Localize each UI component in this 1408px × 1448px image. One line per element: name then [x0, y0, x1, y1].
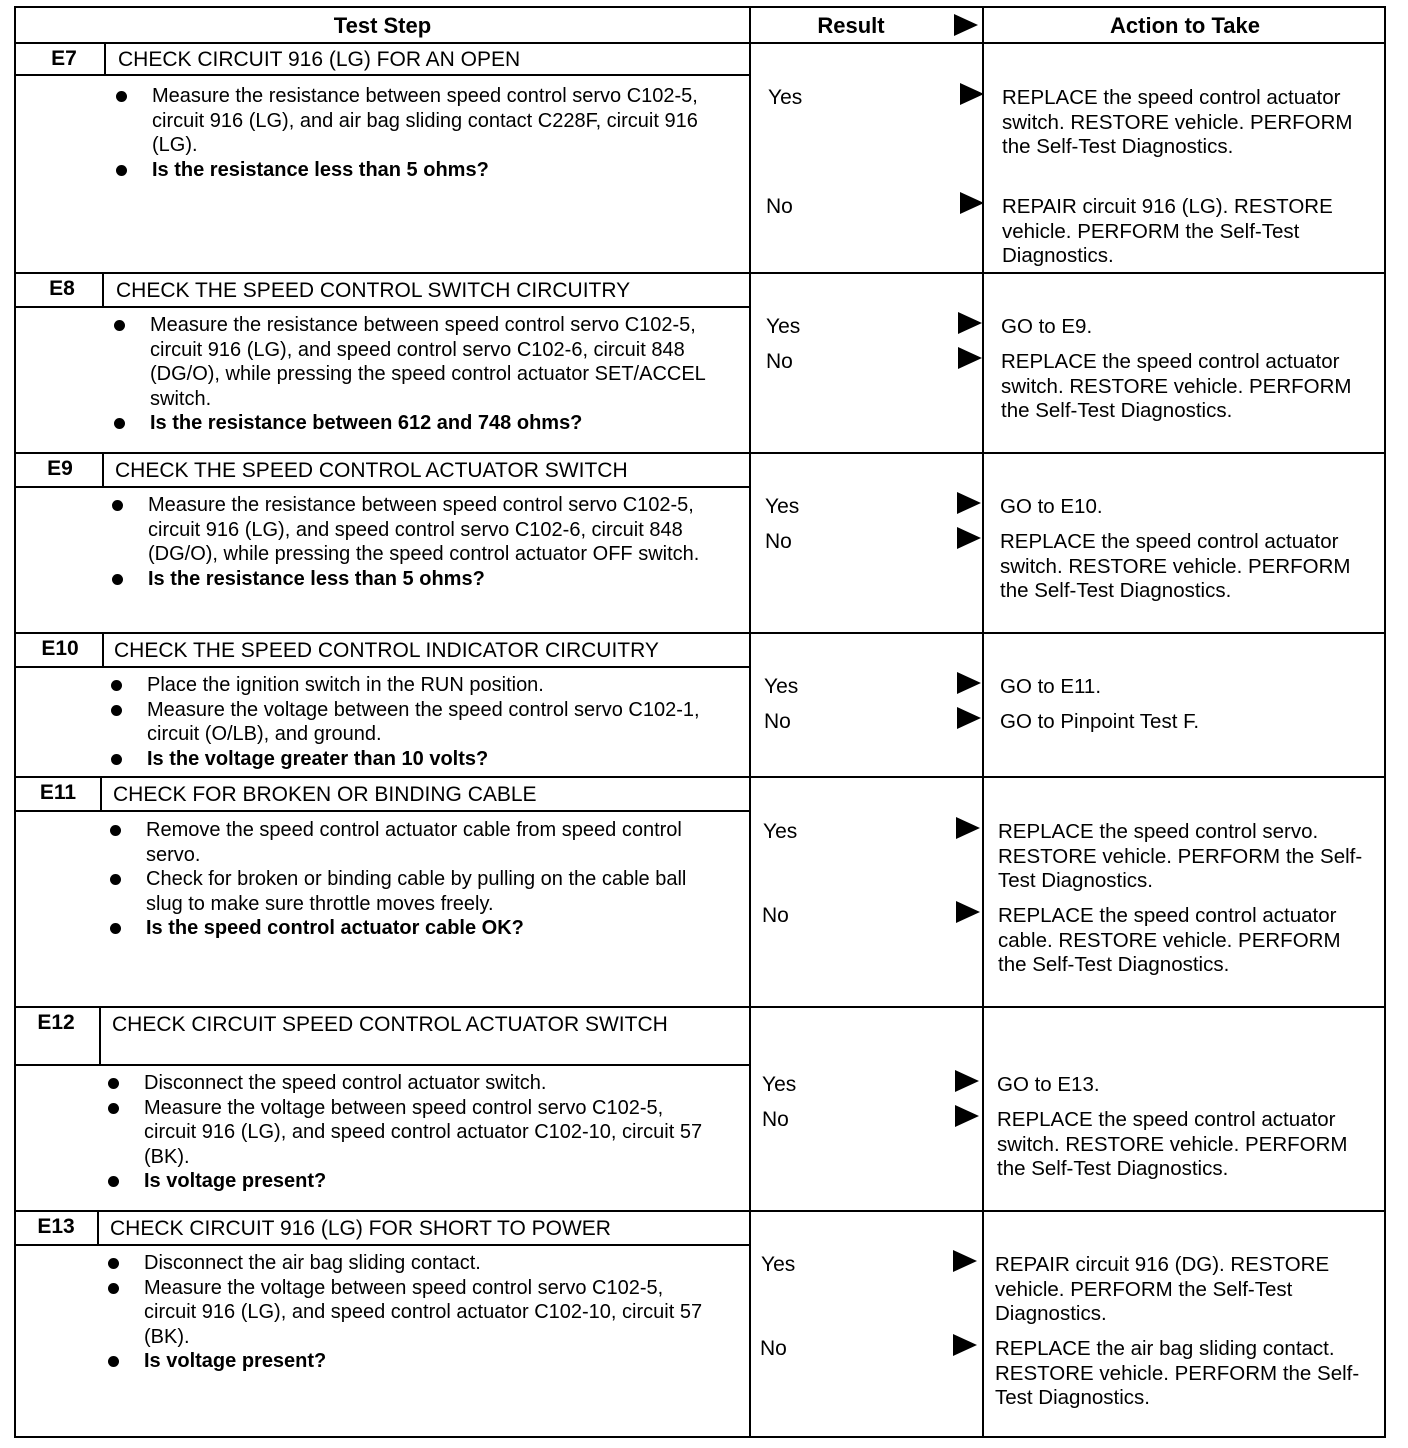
result-arrow-icon — [958, 312, 982, 334]
bullet-icon — [111, 705, 122, 716]
bullet-item: Measure the voltage between speed control servo C102-5, circuit 916 (LG), and speed control actuator C102-10, circuit 57 (BK). — [106, 1276, 706, 1350]
bullet-item: Measure the resistance between speed control servo C102-5, circuit 916 (LG), and speed control servo C102-6, circuit 848 (DG/O), while pressing the speed control actuator SET/ACCEL switch. — [112, 313, 712, 411]
bullet-icon — [116, 165, 127, 176]
bullet-item: Is the resistance less than 5 ohms? — [110, 567, 710, 592]
step-bullets — [112, 313, 712, 436]
action-text: REPLACE the speed control actuator switch. RESTORE vehicle. PERFORM the Self-Test Diagnostics. — [1000, 530, 1351, 602]
bullet-icon — [108, 1078, 119, 1089]
bullet-item: Measure the voltage between the speed control servo C102-1, circuit (O/LB), and ground. — [109, 698, 709, 747]
title-underline — [16, 74, 749, 76]
bullet-item: Is voltage present? — [106, 1169, 706, 1194]
id-divider — [104, 43, 106, 75]
result-arrow-icon — [955, 1070, 979, 1092]
result-yes: Yes — [764, 675, 799, 698]
bullet-item: Is the resistance between 612 and 748 ohms? — [112, 411, 712, 436]
step-title: CHECK CIRCUIT 916 (LG) FOR AN OPEN — [118, 48, 521, 71]
result-arrow-icon — [956, 817, 980, 839]
action-text: GO to E10. — [1000, 495, 1103, 518]
action-text: REPLACE the air bag sliding contact. RESTORE vehicle. PERFORM the Self-Test Diagnostics. — [995, 1337, 1360, 1409]
bullet-icon — [110, 923, 121, 934]
step-title: CHECK CIRCUIT SPEED CONTROL ACTUATOR SWITCH — [112, 1013, 668, 1036]
bullet-icon — [116, 91, 127, 102]
bullet-icon — [108, 1356, 119, 1367]
step-title: CHECK THE SPEED CONTROL INDICATOR CIRCUITRY — [114, 639, 659, 662]
action-text: GO to E9. — [1001, 315, 1093, 338]
result-arrow-icon — [960, 83, 984, 105]
result-yes: Yes — [765, 495, 800, 518]
bullet-item: Measure the resistance between speed control servo C102-5, circuit 916 (LG), and air bag sliding contact C228F, circuit 916 (LG). — [114, 84, 714, 158]
action-text: REPLACE the speed control actuator cable. RESTORE vehicle. PERFORM the Self-Test Diagnostics. — [998, 904, 1341, 976]
bullet-item: Check for broken or binding cable by pulling on the cable ball slug to make sure throttle moves freely. — [108, 867, 718, 916]
title-underline — [16, 1244, 749, 1246]
result-yes: Yes — [763, 820, 798, 843]
step-bullets — [114, 84, 714, 182]
result-yes: Yes — [762, 1073, 797, 1096]
result-yes: Yes — [768, 86, 803, 109]
step-divider — [16, 1006, 1384, 1008]
step-id: E8 — [49, 277, 75, 300]
header-result: Result — [817, 13, 885, 38]
step-bullets — [109, 673, 709, 771]
step-bullets — [108, 818, 718, 941]
step-title: CHECK THE SPEED CONTROL SWITCH CIRCUITRY — [116, 279, 631, 302]
bullet-icon — [114, 320, 125, 331]
step-divider — [16, 776, 1384, 778]
bullet-item: Measure the voltage between speed control servo C102-5, circuit 916 (LG), and speed control actuator C102-10, circuit 57 (BK). — [106, 1096, 706, 1170]
action-text: REPLACE the speed control servo. RESTORE vehicle. PERFORM the Self-Test Diagnostics. — [998, 820, 1363, 892]
step-id: E10 — [41, 637, 79, 660]
action-text: GO to E11. — [1000, 675, 1102, 698]
bullet-item: Is the speed control actuator cable OK? — [108, 916, 718, 941]
bullet-icon — [111, 754, 122, 765]
bullet-item: Is the voltage greater than 10 volts? — [109, 747, 709, 772]
id-divider — [99, 1007, 101, 1065]
result-arrow-icon — [953, 1334, 977, 1356]
action-column-divider — [982, 8, 984, 1436]
step-divider — [16, 632, 1384, 634]
result-arrow-icon — [957, 527, 981, 549]
header-action: Action to Take — [1110, 13, 1260, 38]
bullet-item: Disconnect the speed control actuator switch. — [106, 1071, 706, 1096]
step-bullets — [110, 493, 710, 591]
header-arrow-icon — [954, 14, 978, 36]
step-divider — [16, 272, 1384, 274]
diagnostic-table — [14, 6, 1386, 1438]
result-no: No — [762, 1108, 789, 1131]
header-test-step: Test Step — [333, 13, 432, 38]
step-id: E9 — [47, 457, 73, 480]
bullet-item: Disconnect the air bag sliding contact. — [106, 1251, 706, 1276]
step-bullets — [106, 1251, 706, 1374]
bullet-icon — [114, 418, 125, 429]
bullet-icon — [108, 1103, 119, 1114]
title-underline — [16, 666, 749, 668]
bullet-item: Is the resistance less than 5 ohms? — [114, 158, 714, 183]
step-id: E11 — [39, 781, 77, 804]
id-divider — [102, 273, 104, 307]
action-text: REPLACE the speed control actuator switch. RESTORE vehicle. PERFORM the Self-Test Diagnostics. — [997, 1108, 1348, 1180]
result-column-divider — [749, 8, 751, 1436]
bullet-icon — [111, 680, 122, 691]
step-title: CHECK FOR BROKEN OR BINDING CABLE — [113, 783, 537, 806]
result-yes: Yes — [761, 1253, 796, 1276]
bullet-icon — [108, 1258, 119, 1269]
id-divider — [100, 777, 102, 811]
result-no: No — [764, 710, 791, 733]
result-arrow-icon — [958, 347, 982, 369]
bullet-icon — [108, 1176, 119, 1187]
step-title: CHECK THE SPEED CONTROL ACTUATOR SWITCH — [115, 459, 628, 482]
result-no: No — [762, 904, 789, 927]
result-arrow-icon — [955, 1105, 979, 1127]
action-text: REPAIR circuit 916 (LG). RESTORE vehicle. PERFORM the Self-Test Diagnostics. — [1002, 195, 1333, 267]
title-underline — [16, 810, 749, 812]
step-divider — [16, 1210, 1384, 1212]
bullet-item: Remove the speed control actuator cable from speed control servo. — [108, 818, 718, 867]
action-text: REPLACE the speed control actuator switch. RESTORE vehicle. PERFORM the Self-Test Diagnostics. — [1001, 350, 1352, 422]
bullet-item: Place the ignition switch in the RUN position. — [109, 673, 709, 698]
bullet-icon — [112, 500, 123, 511]
result-arrow-icon — [957, 492, 981, 514]
result-no: No — [766, 195, 793, 218]
action-text: GO to E13. — [997, 1073, 1100, 1096]
result-arrow-icon — [957, 672, 981, 694]
bullet-item: Measure the resistance between speed control servo C102-5, circuit 916 (LG), and speed control servo C102-6, circuit 848 (DG/O), while pressing the speed control actuator OFF switch. — [110, 493, 710, 567]
action-text: GO to Pinpoint Test F. — [1000, 710, 1200, 733]
id-divider — [102, 453, 104, 487]
title-underline — [16, 486, 749, 488]
bullet-icon — [110, 825, 121, 836]
result-arrow-icon — [956, 901, 980, 923]
id-divider — [97, 1211, 99, 1245]
result-no: No — [760, 1337, 787, 1360]
title-underline — [16, 306, 749, 308]
bullet-item: Is voltage present? — [106, 1349, 706, 1374]
bullet-icon — [110, 874, 121, 885]
id-divider — [102, 633, 104, 667]
action-text: REPLACE the speed control actuator switch. RESTORE vehicle. PERFORM the Self-Test Diagnostics. — [1002, 86, 1353, 158]
step-id: E12 — [37, 1011, 75, 1034]
result-arrow-icon — [957, 707, 981, 729]
result-no: No — [765, 530, 792, 553]
action-text: REPAIR circuit 916 (DG). RESTORE vehicle. PERFORM the Self-Test Diagnostics. — [995, 1253, 1330, 1325]
step-id: E7 — [51, 47, 77, 70]
step-bullets — [106, 1071, 706, 1194]
result-arrow-icon — [960, 192, 984, 214]
result-yes: Yes — [766, 315, 801, 338]
bullet-icon — [112, 574, 123, 585]
result-no: No — [766, 350, 793, 373]
result-arrow-icon — [953, 1250, 977, 1272]
bullet-icon — [108, 1283, 119, 1294]
step-title: CHECK CIRCUIT 916 (LG) FOR SHORT TO POWER — [110, 1217, 611, 1240]
step-id: E13 — [37, 1215, 75, 1238]
step-divider — [16, 452, 1384, 454]
title-underline — [16, 1064, 749, 1066]
